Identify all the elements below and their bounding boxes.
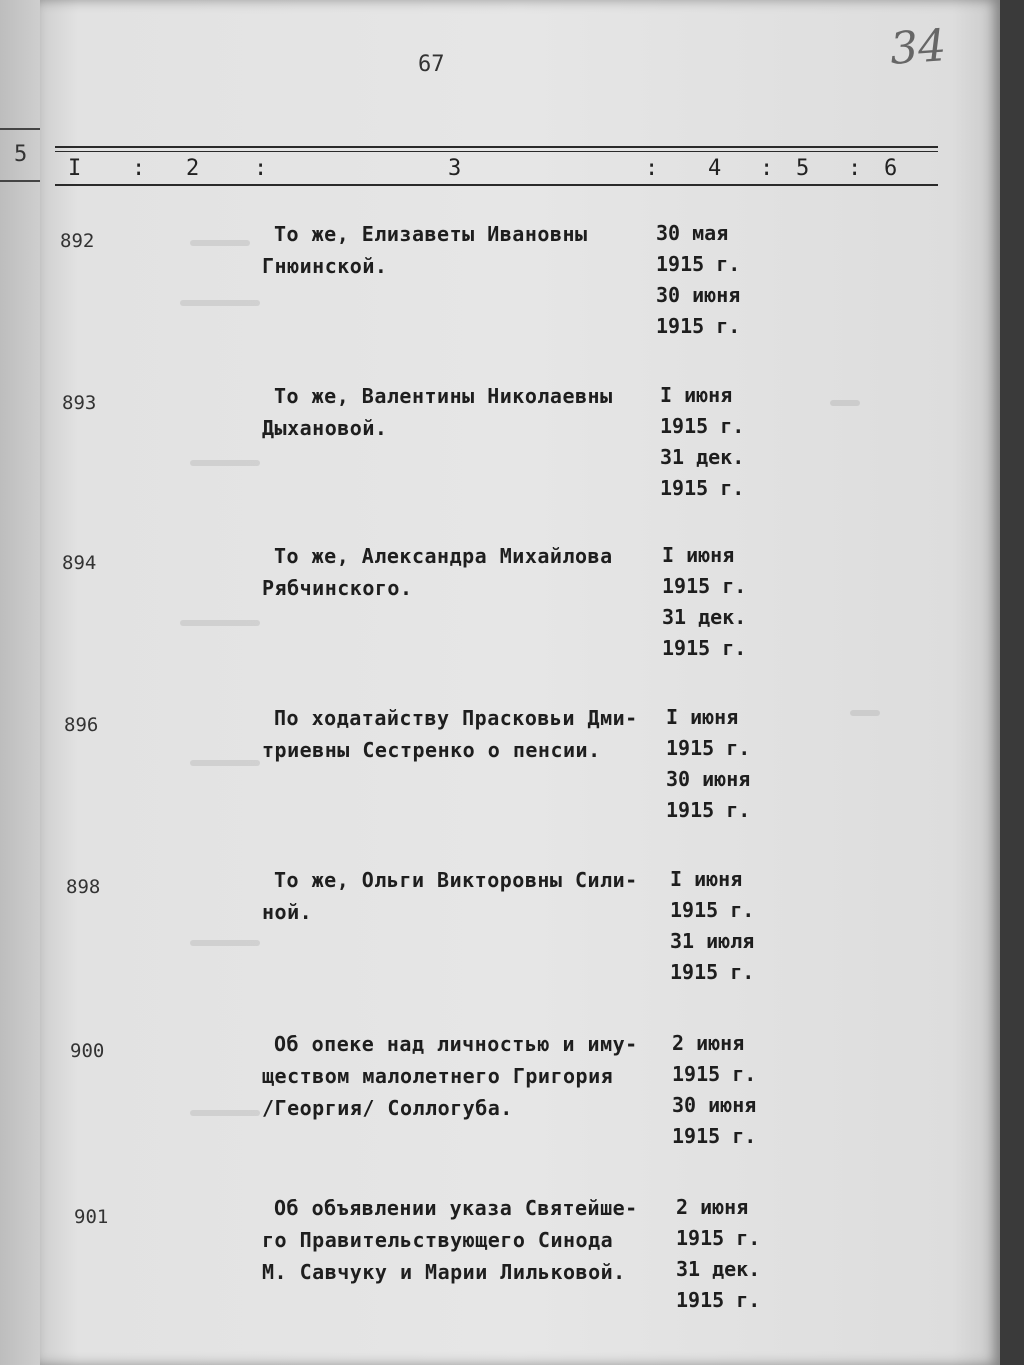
entry-number: 896 xyxy=(64,714,99,736)
end-date: 31 дек. xyxy=(676,1257,761,1281)
start-year: 1915 г. xyxy=(670,898,755,922)
start-year: 1915 г. xyxy=(656,252,741,276)
entry-number: 894 xyxy=(62,552,97,574)
entry-number: 900 xyxy=(70,1040,105,1062)
entry-description xyxy=(262,218,662,282)
end-date: 31 дек. xyxy=(660,445,745,469)
end-date: 30 июня xyxy=(672,1093,757,1117)
entry-dates xyxy=(666,702,796,826)
document-page xyxy=(40,0,1000,1365)
header-bottom-rule xyxy=(55,184,938,186)
entry-text-line: /Георгия/ Соллогуба. xyxy=(262,1096,513,1120)
header-separator: : xyxy=(132,156,146,181)
bleed-through-mark xyxy=(190,760,260,766)
bleed-through-mark xyxy=(190,460,260,466)
start-date: 2 июня xyxy=(672,1031,745,1055)
end-date: 30 июня xyxy=(666,767,751,791)
bleed-through-mark xyxy=(180,300,260,306)
start-year: 1915 г. xyxy=(666,736,751,760)
entry-text-line: То же, Елизаветы Ивановны xyxy=(274,222,588,246)
header-col-4: 4 xyxy=(708,156,722,181)
entry-dates xyxy=(660,380,790,504)
page-number: 67 xyxy=(418,52,445,77)
entry-text-line: Дыхановой. xyxy=(262,416,388,440)
entry-text-line: То же, Ольги Викторовны Сили- xyxy=(274,868,638,892)
header-separator: : xyxy=(848,156,862,181)
entry-text-line: Об объявлении указа Святейше- xyxy=(274,1196,638,1220)
entry-number: 901 xyxy=(74,1206,109,1228)
bleed-through-mark xyxy=(190,940,260,946)
end-year: 1915 г. xyxy=(662,636,747,660)
entry-number: 898 xyxy=(66,876,101,898)
end-year: 1915 г. xyxy=(676,1288,761,1312)
end-year: 1915 г. xyxy=(672,1124,757,1148)
entry-text-line: триевны Сестренко о пенсии. xyxy=(262,738,601,762)
entry-description xyxy=(262,540,662,604)
header-separator: : xyxy=(760,156,774,181)
entry-text-line: ществом малолетнего Григория xyxy=(262,1064,614,1088)
entry-dates xyxy=(656,218,786,342)
header-separator: : xyxy=(254,156,268,181)
entry-number: 893 xyxy=(62,392,97,414)
end-date: 30 июня xyxy=(656,283,741,307)
start-date: I июня xyxy=(660,383,733,407)
start-date: 2 июня xyxy=(676,1195,749,1219)
start-date: I июня xyxy=(670,867,743,891)
end-year: 1915 г. xyxy=(660,476,745,500)
start-year: 1915 г. xyxy=(672,1062,757,1086)
entry-text-line: го Правительствующего Синода xyxy=(262,1228,614,1252)
entry-text-line: М. Савчуку и Марии Лильковой. xyxy=(262,1260,626,1284)
end-year: 1915 г. xyxy=(656,314,741,338)
entry-description xyxy=(262,1192,672,1288)
end-year: 1915 г. xyxy=(666,798,751,822)
header-col-6: 6 xyxy=(884,156,898,181)
entry-dates xyxy=(662,540,792,664)
start-date: 30 мая xyxy=(656,221,729,245)
end-date: 31 июля xyxy=(670,929,755,953)
start-year: 1915 г. xyxy=(676,1226,761,1250)
start-date: I июня xyxy=(666,705,739,729)
handwritten-folio-number: 34 xyxy=(888,20,948,75)
header-top-rule-thin xyxy=(55,151,938,152)
entry-description xyxy=(262,702,662,766)
header-top-rule xyxy=(55,146,938,148)
entry-text-line: Об опеке над личностью и иму- xyxy=(274,1032,638,1056)
start-date: I июня xyxy=(662,543,735,567)
bleed-through-mark xyxy=(190,240,250,246)
bleed-through-mark xyxy=(190,1110,260,1116)
header-col-1: I xyxy=(68,156,82,181)
entry-dates xyxy=(672,1028,802,1152)
entry-dates xyxy=(670,864,800,988)
end-year: 1915 г. xyxy=(670,960,755,984)
bleed-through-mark xyxy=(180,620,260,626)
entry-description xyxy=(262,864,662,928)
bleed-through-mark xyxy=(830,400,860,406)
start-year: 1915 г. xyxy=(662,574,747,598)
previous-page-column-number: 5 xyxy=(14,142,28,167)
bleed-through-mark xyxy=(850,710,880,716)
header-col-5: 5 xyxy=(796,156,810,181)
end-date: 31 дек. xyxy=(662,605,747,629)
entry-text-line: То же, Валентины Николаевны xyxy=(274,384,613,408)
entry-description xyxy=(262,1028,672,1124)
entry-text-line: ной. xyxy=(262,900,313,924)
header-col-3: 3 xyxy=(448,156,462,181)
entry-dates xyxy=(676,1192,806,1316)
header-col-2: 2 xyxy=(186,156,200,181)
start-year: 1915 г. xyxy=(660,414,745,438)
entry-number: 892 xyxy=(60,230,95,252)
header-separator: : xyxy=(645,156,659,181)
entry-description xyxy=(262,380,662,444)
entry-text-line: То же, Александра Михайлова xyxy=(274,544,613,568)
entry-text-line: Гнюинской. xyxy=(262,254,388,278)
entry-text-line: По ходатайству Прасковьи Дми- xyxy=(274,706,638,730)
entry-text-line: Рябчинского. xyxy=(262,576,413,600)
